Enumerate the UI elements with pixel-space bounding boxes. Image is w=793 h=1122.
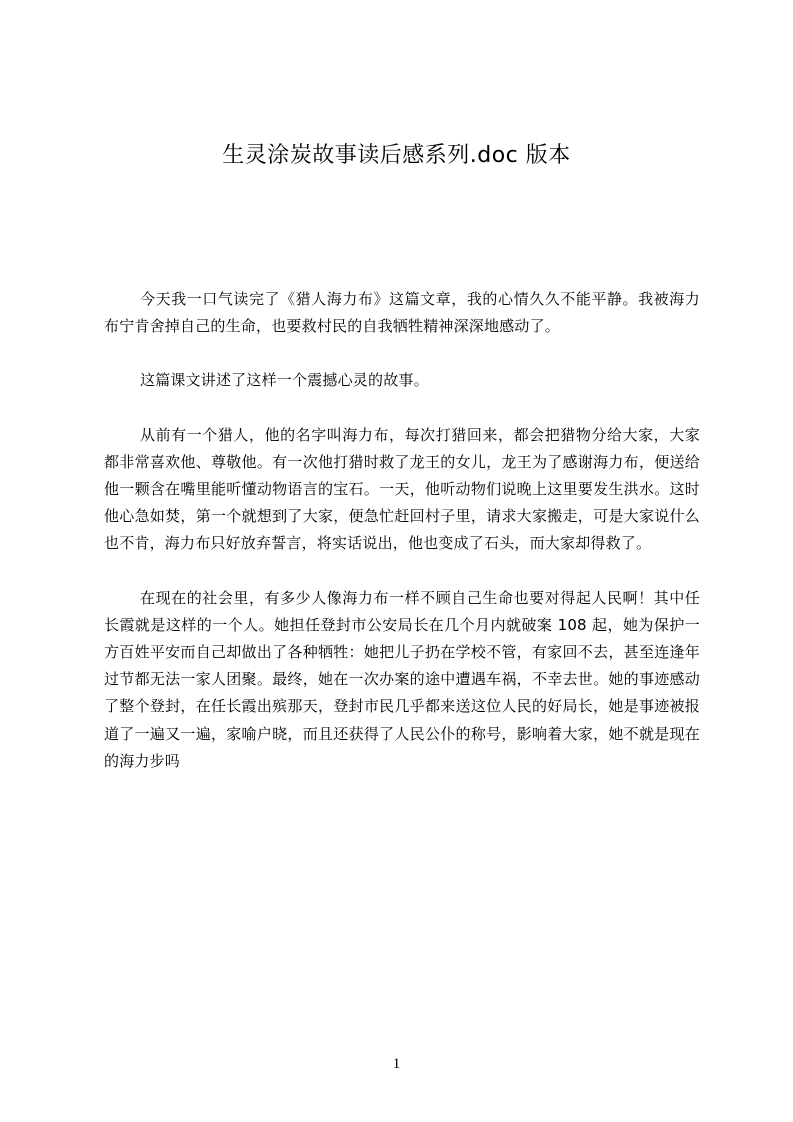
paragraph-3: 从前有一个猎人，他的名字叫海力布，每次打猎回来，都会把猎物分给大家，大家都非常喜欢他、尊敬他。有一次他打猎时救了龙王的女儿，龙王为了感谢海力布，便送给他一颗含在嘴里能听懂动物语言的宝石。一天，他听动物们说晚上这里要发生洪水。这时他心急如焚，第一个就想到了大家，便急忙赶回村子里，请求大家搬走，可是大家说什么也不肯，海力布只好放弃誓言，将实话说出，他也变成了石头，而大家却得救了。 — [104, 425, 700, 553]
paragraph-2: 这篇课文讲述了这样一个震撼心灵的故事。 — [140, 371, 429, 390]
paragraph-4: 在现在的社会里，有多少人像海力布一样不顾自己生命也要对得起人民啊！其中任长霞就是这样的一个人。她担任登封市公安局长在几个月内就破案 108 起，她为保护一方百姓平安而自己却做出了各种牺牲：她把儿子扔在学校不管，有家回不去，甚至连逢年过节都无法一家人团聚。最终，她在一次办案的途中遭遇车祸，不幸去世。她的事迹感动了整个登封，在任长霞出殡那天，登封市民几乎都来送这位人民的好局长，她是事迹被报道了一遍又一遍，家喻户晓，而且还获得了人民公仆的称号，影响着大家，她不就是现在的海力步吗 — [104, 588, 700, 770]
document-body — [104, 286, 700, 802]
paragraph-1: 今天我一口气读完了《猎人海力布》这篇文章，我的心情久久不能平静。我被海力布宁肯舍掉自己的生命，也要救村民的自我牺牲精神深深地感动了。 — [104, 290, 700, 336]
document-title: 生灵涂炭故事读后感系列.doc 版本 — [222, 143, 571, 168]
page-number: 1 — [392, 1056, 401, 1072]
